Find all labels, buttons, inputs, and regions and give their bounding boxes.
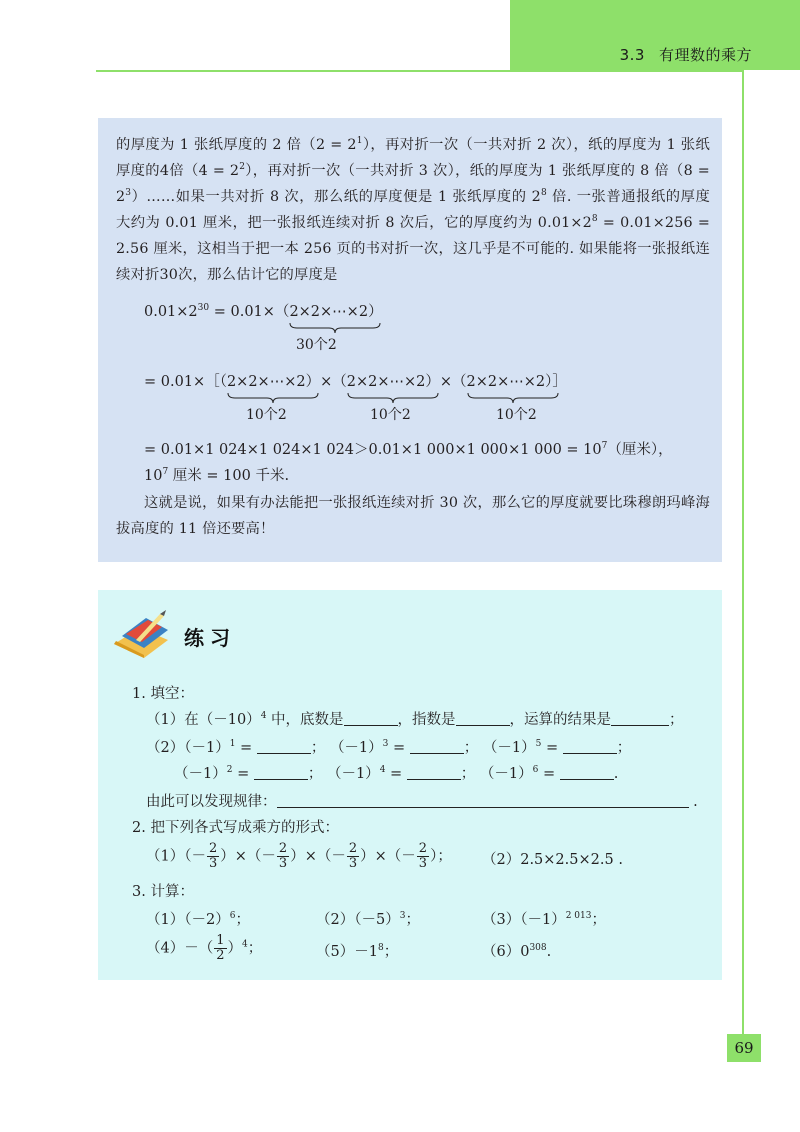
q1-rule: 由此可以发现规律： .	[146, 794, 698, 810]
fraction: $\frac{2}{3}$	[418, 841, 428, 871]
exercise-title: 练习	[184, 626, 236, 650]
q3-item-3: $(3)(-1)^{2 013}$；	[482, 911, 606, 928]
section-number: 3.3	[619, 46, 645, 64]
brace-label-10-a: 10个2	[246, 407, 287, 423]
brace-label-10-b: 10个2	[370, 407, 411, 423]
underbrace-30: 2×2×⋯×2	[289, 304, 368, 320]
answer-blank[interactable]	[407, 765, 461, 780]
brace-label-10-c: 10个2	[496, 407, 537, 423]
reading-paragraph: 的厚度为 1 张纸厚度的 2 倍$(2 = 2^1)$，再对折一次（一共对折 2 次），纸的厚度为 1 张纸厚度的4倍$(4 = 2^2)$，再对折一次（一共对折 3 次），纸的厚度为 1 张纸厚度的 8 倍$(8 = 2^3)\dots\dots$如果一共对折 8 次，那么纸的厚度便是 1 张纸厚度的 $2^8$ 倍. 一张普通报纸的厚度大约为 0.01 厘米，把一张报纸连续对折 8 次后，它的厚度约为 $0.01\times 2^8 = 0.01\times 256 = 2.56$ 厘米，这相当于把一本 256 页的书对折一次，这几乎是不可能的. 如果能将一张报纸连续对折30次，那么估计它的厚度是	[116, 136, 711, 283]
q3-item-6: $(6)0^{308}$.	[482, 943, 552, 960]
q3-item-4: （4）－（ $\frac{1}{2}$ ）$^4$；	[146, 933, 263, 963]
equation-line-4: $10^7$ 厘米 = 100 千米.	[144, 467, 290, 484]
equation-line-2: = 0.01×［（2×2×⋯×2 ）×（2×2×⋯×2 ）×（2×2×⋯×2 ）］	[144, 370, 567, 391]
fraction: $\frac{2}{3}$	[348, 841, 358, 871]
q1-title: 1. 填空：	[132, 686, 194, 702]
fraction: $\frac{2}{3}$	[208, 841, 218, 871]
q3-title: 3. 计算：	[132, 884, 194, 900]
equation-line-1: $0.01\times 2^{30}$ = 0.01×（2×2×⋯×2 ）	[144, 300, 383, 321]
answer-blank[interactable]	[456, 711, 510, 726]
answer-blank[interactable]	[560, 765, 614, 780]
q1-item-1: （1）在$(-10)^4$ 中，底数是 ，指数是 ，运算的结果是 ；	[146, 711, 684, 728]
underbrace-10-b: 2×2×⋯×2	[347, 374, 426, 390]
answer-blank[interactable]	[611, 711, 669, 726]
q1-item-3: $(-1)^2$ = ； $(-1)^4$ = ； $(-1)^6$ = .	[174, 765, 619, 782]
fraction: $\frac{2}{3}$	[278, 841, 288, 871]
underbrace-10-c: 2×2×⋯×2	[467, 374, 546, 390]
answer-blank[interactable]	[410, 739, 464, 754]
header-tab	[510, 0, 800, 70]
fraction: $\frac{1}{2}$	[216, 933, 225, 963]
side-rail	[742, 70, 744, 1036]
q3-item-5: $(5)-1^8$；	[316, 943, 399, 960]
answer-blank[interactable]	[344, 711, 398, 726]
q3-item-2: $(2)(-5)^3$；	[316, 911, 420, 928]
q2-title: 2. 把下列各式写成乘方的形式：	[132, 820, 339, 836]
underbrace-icon	[227, 392, 319, 404]
section-name: 有理数的乘方	[658, 46, 752, 64]
answer-blank[interactable]	[257, 739, 311, 754]
exercise-book-icon	[110, 608, 174, 660]
q1-item-2: $(2)(-1)^1$ = ； $(-1)^3$ = ； $(-1)^5$ = ；	[146, 739, 632, 756]
q2-item-2: （2）2.5×2.5×2.5 .	[482, 852, 623, 868]
answer-blank[interactable]	[277, 793, 689, 808]
brace-label-30: 30个2	[296, 337, 337, 353]
reading-box	[98, 118, 722, 562]
q3-item-1: $(1)(-2)^6$；	[146, 911, 250, 928]
page-number: 69	[727, 1034, 761, 1062]
header-rule	[96, 70, 742, 72]
q2-item-1: （1）（－ $\frac{2}{3}$ ）×（－ $\frac{2}{3}$ ）×（－ $\frac{2}{3}$ ）×（－ $\frac{2}{3}$ ）；	[146, 841, 452, 871]
answer-blank[interactable]	[254, 765, 308, 780]
section-title	[620, 44, 752, 65]
underbrace-icon	[467, 392, 559, 404]
underbrace-10-a: 2×2×⋯×2	[227, 374, 306, 390]
underbrace-icon	[347, 392, 439, 404]
conclusion-text: 这就是说，如果有办法能把一张报纸连续对折 30 次，那么它的厚度就要比珠穆朗玛峰海拔高度的 11 倍还要高！	[116, 495, 710, 537]
underbrace-icon	[289, 322, 381, 334]
equation-line-3: = 0.01×1 024×1 024×1 024＞0.01×1 000×1 000×1 $000 = 10^7$（厘米），	[144, 441, 673, 458]
answer-blank[interactable]	[563, 739, 617, 754]
